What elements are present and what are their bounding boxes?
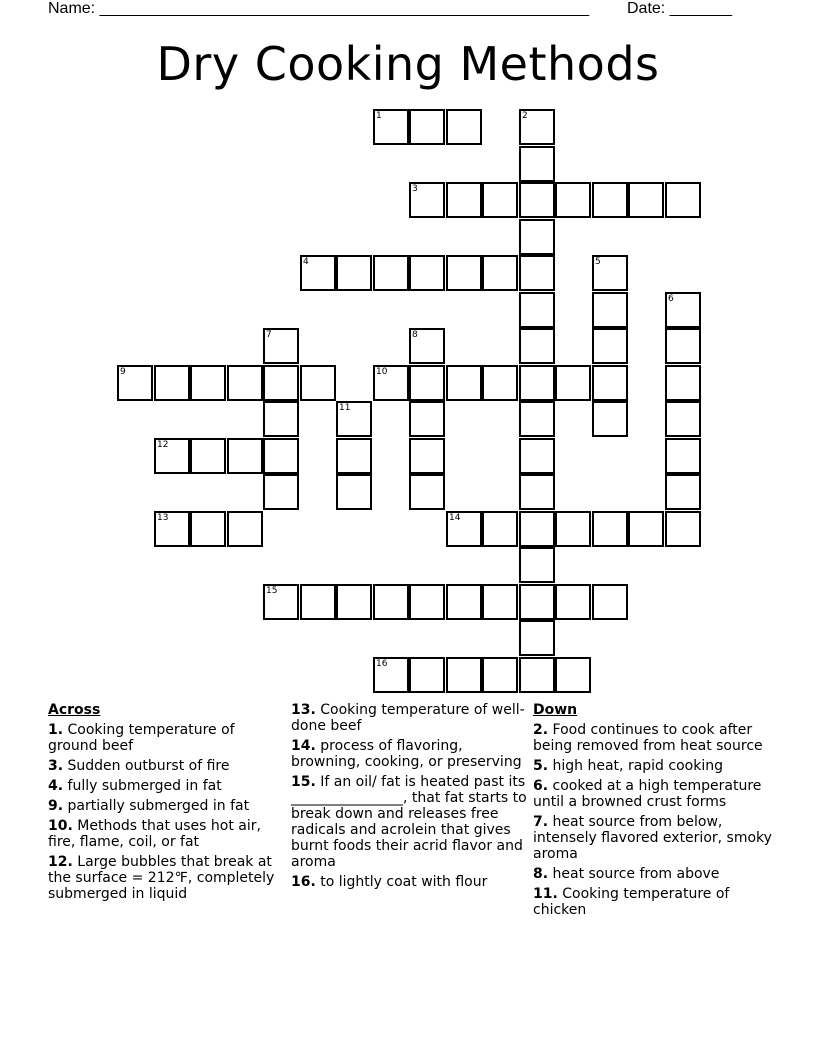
grid-cell[interactable]: [300, 255, 336, 291]
grid-cell[interactable]: [300, 584, 336, 620]
clue-item-text: to lightly coat with flour: [315, 874, 488, 890]
grid-cell[interactable]: [592, 182, 628, 218]
grid-cell[interactable]: [409, 584, 445, 620]
clue-number: 1: [376, 111, 382, 121]
clue-item: [533, 886, 773, 918]
grid-cell[interactable]: [446, 365, 482, 401]
grid-cell[interactable]: [555, 365, 591, 401]
grid-cell[interactable]: [409, 365, 445, 401]
grid-cell[interactable]: [519, 328, 555, 364]
grid-cell[interactable]: [263, 438, 299, 474]
clue-item: [48, 818, 280, 850]
grid-cell[interactable]: [628, 511, 664, 547]
grid-cell[interactable]: [519, 292, 555, 328]
clue-number: 14: [449, 513, 461, 523]
clues-across-column: [48, 702, 280, 906]
name-line: Name: _______________________________________________________: [48, 0, 589, 17]
clue-item-text: cooked at a high temperature until a browned crust forms: [533, 778, 762, 810]
grid-cell[interactable]: [373, 657, 409, 693]
clue-item: [48, 798, 280, 814]
grid-cell[interactable]: [665, 182, 701, 218]
grid-cell[interactable]: [519, 182, 555, 218]
grid-cell[interactable]: [190, 438, 226, 474]
clue-item: [291, 874, 527, 890]
grid-cell[interactable]: [373, 584, 409, 620]
grid-cell[interactable]: [154, 365, 190, 401]
grid-cell[interactable]: [592, 511, 628, 547]
grid-cell[interactable]: [592, 401, 628, 437]
grid-cell[interactable]: [519, 438, 555, 474]
clue-item-number: 1.: [48, 722, 64, 738]
clue-item-number: 3.: [48, 758, 64, 774]
clue-item: [48, 778, 280, 794]
grid-cell[interactable]: [263, 401, 299, 437]
grid-cell[interactable]: [519, 401, 555, 437]
clue-number: 9: [120, 367, 126, 377]
grid-cell[interactable]: [519, 657, 555, 693]
clue-item-text: fully submerged in fat: [63, 778, 222, 794]
clue-item-number: 11.: [533, 886, 558, 902]
grid-cell[interactable]: [665, 328, 701, 364]
clue-item-text: process of flavoring, browning, cooking, or preserving: [291, 738, 522, 770]
grid-cell[interactable]: [263, 365, 299, 401]
clue-item-number: 4.: [48, 778, 64, 794]
grid-cell[interactable]: [519, 474, 555, 510]
clue-number: 11: [339, 403, 351, 413]
clue-item-text: Food continues to cook after being removed from heat source: [533, 722, 763, 754]
grid-cell[interactable]: [446, 109, 482, 145]
grid-cell[interactable]: [409, 474, 445, 510]
grid-cell[interactable]: [628, 182, 664, 218]
grid-cell[interactable]: [446, 511, 482, 547]
clue-item-number: 9.: [48, 798, 64, 814]
clue-item-number: 12.: [48, 854, 73, 870]
grid-cell[interactable]: [555, 182, 591, 218]
clue-item: [533, 722, 773, 754]
clue-number: 7: [266, 330, 272, 340]
grid-cell[interactable]: [446, 657, 482, 693]
grid-cell[interactable]: [519, 365, 555, 401]
clue-number: 5: [595, 257, 601, 267]
grid-cell[interactable]: [665, 511, 701, 547]
grid-cell[interactable]: [665, 474, 701, 510]
clue-item-text: heat source from below, intensely flavored exterior, smoky aroma: [533, 814, 772, 862]
grid-cell[interactable]: [409, 109, 445, 145]
grid-cell[interactable]: [373, 365, 409, 401]
clues-down-column: [533, 702, 773, 922]
grid-cell[interactable]: [555, 657, 591, 693]
grid-cell[interactable]: [519, 219, 555, 255]
clue-item-number: 15.: [291, 774, 316, 790]
grid-cell[interactable]: [409, 328, 445, 364]
grid-cell[interactable]: [409, 401, 445, 437]
clue-item-text: Cooking temperature of chicken: [533, 886, 730, 918]
clue-item-text: Cooking temperature of well-done beef: [291, 702, 525, 734]
grid-cell[interactable]: [482, 657, 518, 693]
grid-cell[interactable]: [190, 365, 226, 401]
grid-cell[interactable]: [482, 182, 518, 218]
grid-cell[interactable]: [665, 438, 701, 474]
grid-cell[interactable]: [592, 292, 628, 328]
clue-item-number: 16.: [291, 874, 316, 890]
grid-cell[interactable]: [263, 328, 299, 364]
grid-cell[interactable]: [409, 182, 445, 218]
clue-item-text: heat source from above: [548, 866, 720, 882]
clue-item-text: partially submerged in fat: [63, 798, 250, 814]
clue-item: [533, 778, 773, 810]
clue-item-number: 5.: [533, 758, 549, 774]
grid-cell[interactable]: [373, 109, 409, 145]
date-line: Date: _______: [627, 0, 732, 17]
grid-cell[interactable]: [592, 365, 628, 401]
clue-item-text: Large bubbles that break at the surface = 212℉, completely submerged in liquid: [48, 854, 275, 902]
clue-number: 8: [412, 330, 418, 340]
clue-number: 13: [157, 513, 169, 523]
grid-cell[interactable]: [190, 511, 226, 547]
grid-cell[interactable]: [555, 584, 591, 620]
clue-item: [291, 702, 527, 734]
clue-item: [291, 738, 527, 770]
grid-cell[interactable]: [409, 438, 445, 474]
clue-item-number: 8.: [533, 866, 549, 882]
grid-cell[interactable]: [519, 620, 555, 656]
grid-cell[interactable]: [519, 255, 555, 291]
grid-cell[interactable]: [336, 401, 372, 437]
grid-cell[interactable]: [154, 511, 190, 547]
clue-number: 10: [376, 367, 388, 377]
grid-cell[interactable]: [263, 474, 299, 510]
grid-cell[interactable]: [227, 511, 263, 547]
grid-cell[interactable]: [373, 255, 409, 291]
clue-number: 12: [157, 440, 169, 450]
across-heading: Across: [48, 702, 101, 718]
clue-item: [48, 854, 280, 902]
clue-number: 2: [522, 111, 528, 121]
down-heading: Down: [533, 702, 578, 718]
clue-item-text: If an oil/ fat is heated past its ________________, that fat starts to break down and releases free radicals and acrolein that gives burnt foods their acrid flavor and aroma: [291, 774, 527, 870]
clue-item: [291, 774, 527, 870]
grid-cell[interactable]: [300, 365, 336, 401]
clue-item-number: 10.: [48, 818, 73, 834]
grid-cell[interactable]: [555, 511, 591, 547]
grid-cell[interactable]: [592, 328, 628, 364]
grid-cell[interactable]: [227, 438, 263, 474]
grid-cell[interactable]: [409, 255, 445, 291]
grid-cell[interactable]: [519, 511, 555, 547]
clue-number: 3: [412, 184, 418, 194]
grid-cell[interactable]: [482, 365, 518, 401]
clue-item-number: 13.: [291, 702, 316, 718]
page-title: Dry Cooking Methods: [156, 37, 660, 91]
clue-item-number: 6.: [533, 778, 549, 794]
clue-number: 6: [668, 294, 674, 304]
grid-cell[interactable]: [519, 584, 555, 620]
clue-item-text: Sudden outburst of fire: [63, 758, 230, 774]
grid-cell[interactable]: [665, 401, 701, 437]
clue-item-text: Methods that uses hot air, fire, flame, coil, or fat: [48, 818, 261, 850]
grid-cell[interactable]: [482, 584, 518, 620]
clue-item: [533, 866, 773, 882]
grid-cell[interactable]: [263, 584, 299, 620]
grid-cell[interactable]: [482, 255, 518, 291]
grid-cell[interactable]: [336, 584, 372, 620]
clue-item: [48, 722, 280, 754]
grid-cell[interactable]: [336, 255, 372, 291]
grid-cell[interactable]: [665, 292, 701, 328]
clue-item: [48, 758, 280, 774]
clue-item-text: Cooking temperature of ground beef: [48, 722, 235, 754]
clues-across-continued-column: [291, 702, 527, 894]
grid-cell[interactable]: [446, 584, 482, 620]
clue-item-number: 2.: [533, 722, 549, 738]
clue-item-text: high heat, rapid cooking: [548, 758, 723, 774]
grid-cell[interactable]: [482, 511, 518, 547]
grid-cell[interactable]: [117, 365, 153, 401]
grid-cell[interactable]: [227, 365, 263, 401]
grid-cell[interactable]: [336, 474, 372, 510]
clue-number: 4: [303, 257, 309, 267]
grid-cell[interactable]: [409, 657, 445, 693]
grid-cell[interactable]: [336, 438, 372, 474]
grid-cell[interactable]: [446, 255, 482, 291]
clue-item: [533, 814, 773, 862]
clue-number: 15: [266, 586, 278, 596]
grid-cell[interactable]: [592, 255, 628, 291]
grid-cell[interactable]: [592, 584, 628, 620]
clue-number: 16: [376, 659, 388, 669]
grid-cell[interactable]: [446, 182, 482, 218]
grid-cell[interactable]: [665, 365, 701, 401]
clue-item: [533, 758, 773, 774]
grid-cell[interactable]: [154, 438, 190, 474]
grid-cell[interactable]: [519, 146, 555, 182]
clue-item-number: 14.: [291, 738, 316, 754]
grid-cell[interactable]: [519, 547, 555, 583]
clue-item-number: 7.: [533, 814, 549, 830]
grid-cell[interactable]: [519, 109, 555, 145]
